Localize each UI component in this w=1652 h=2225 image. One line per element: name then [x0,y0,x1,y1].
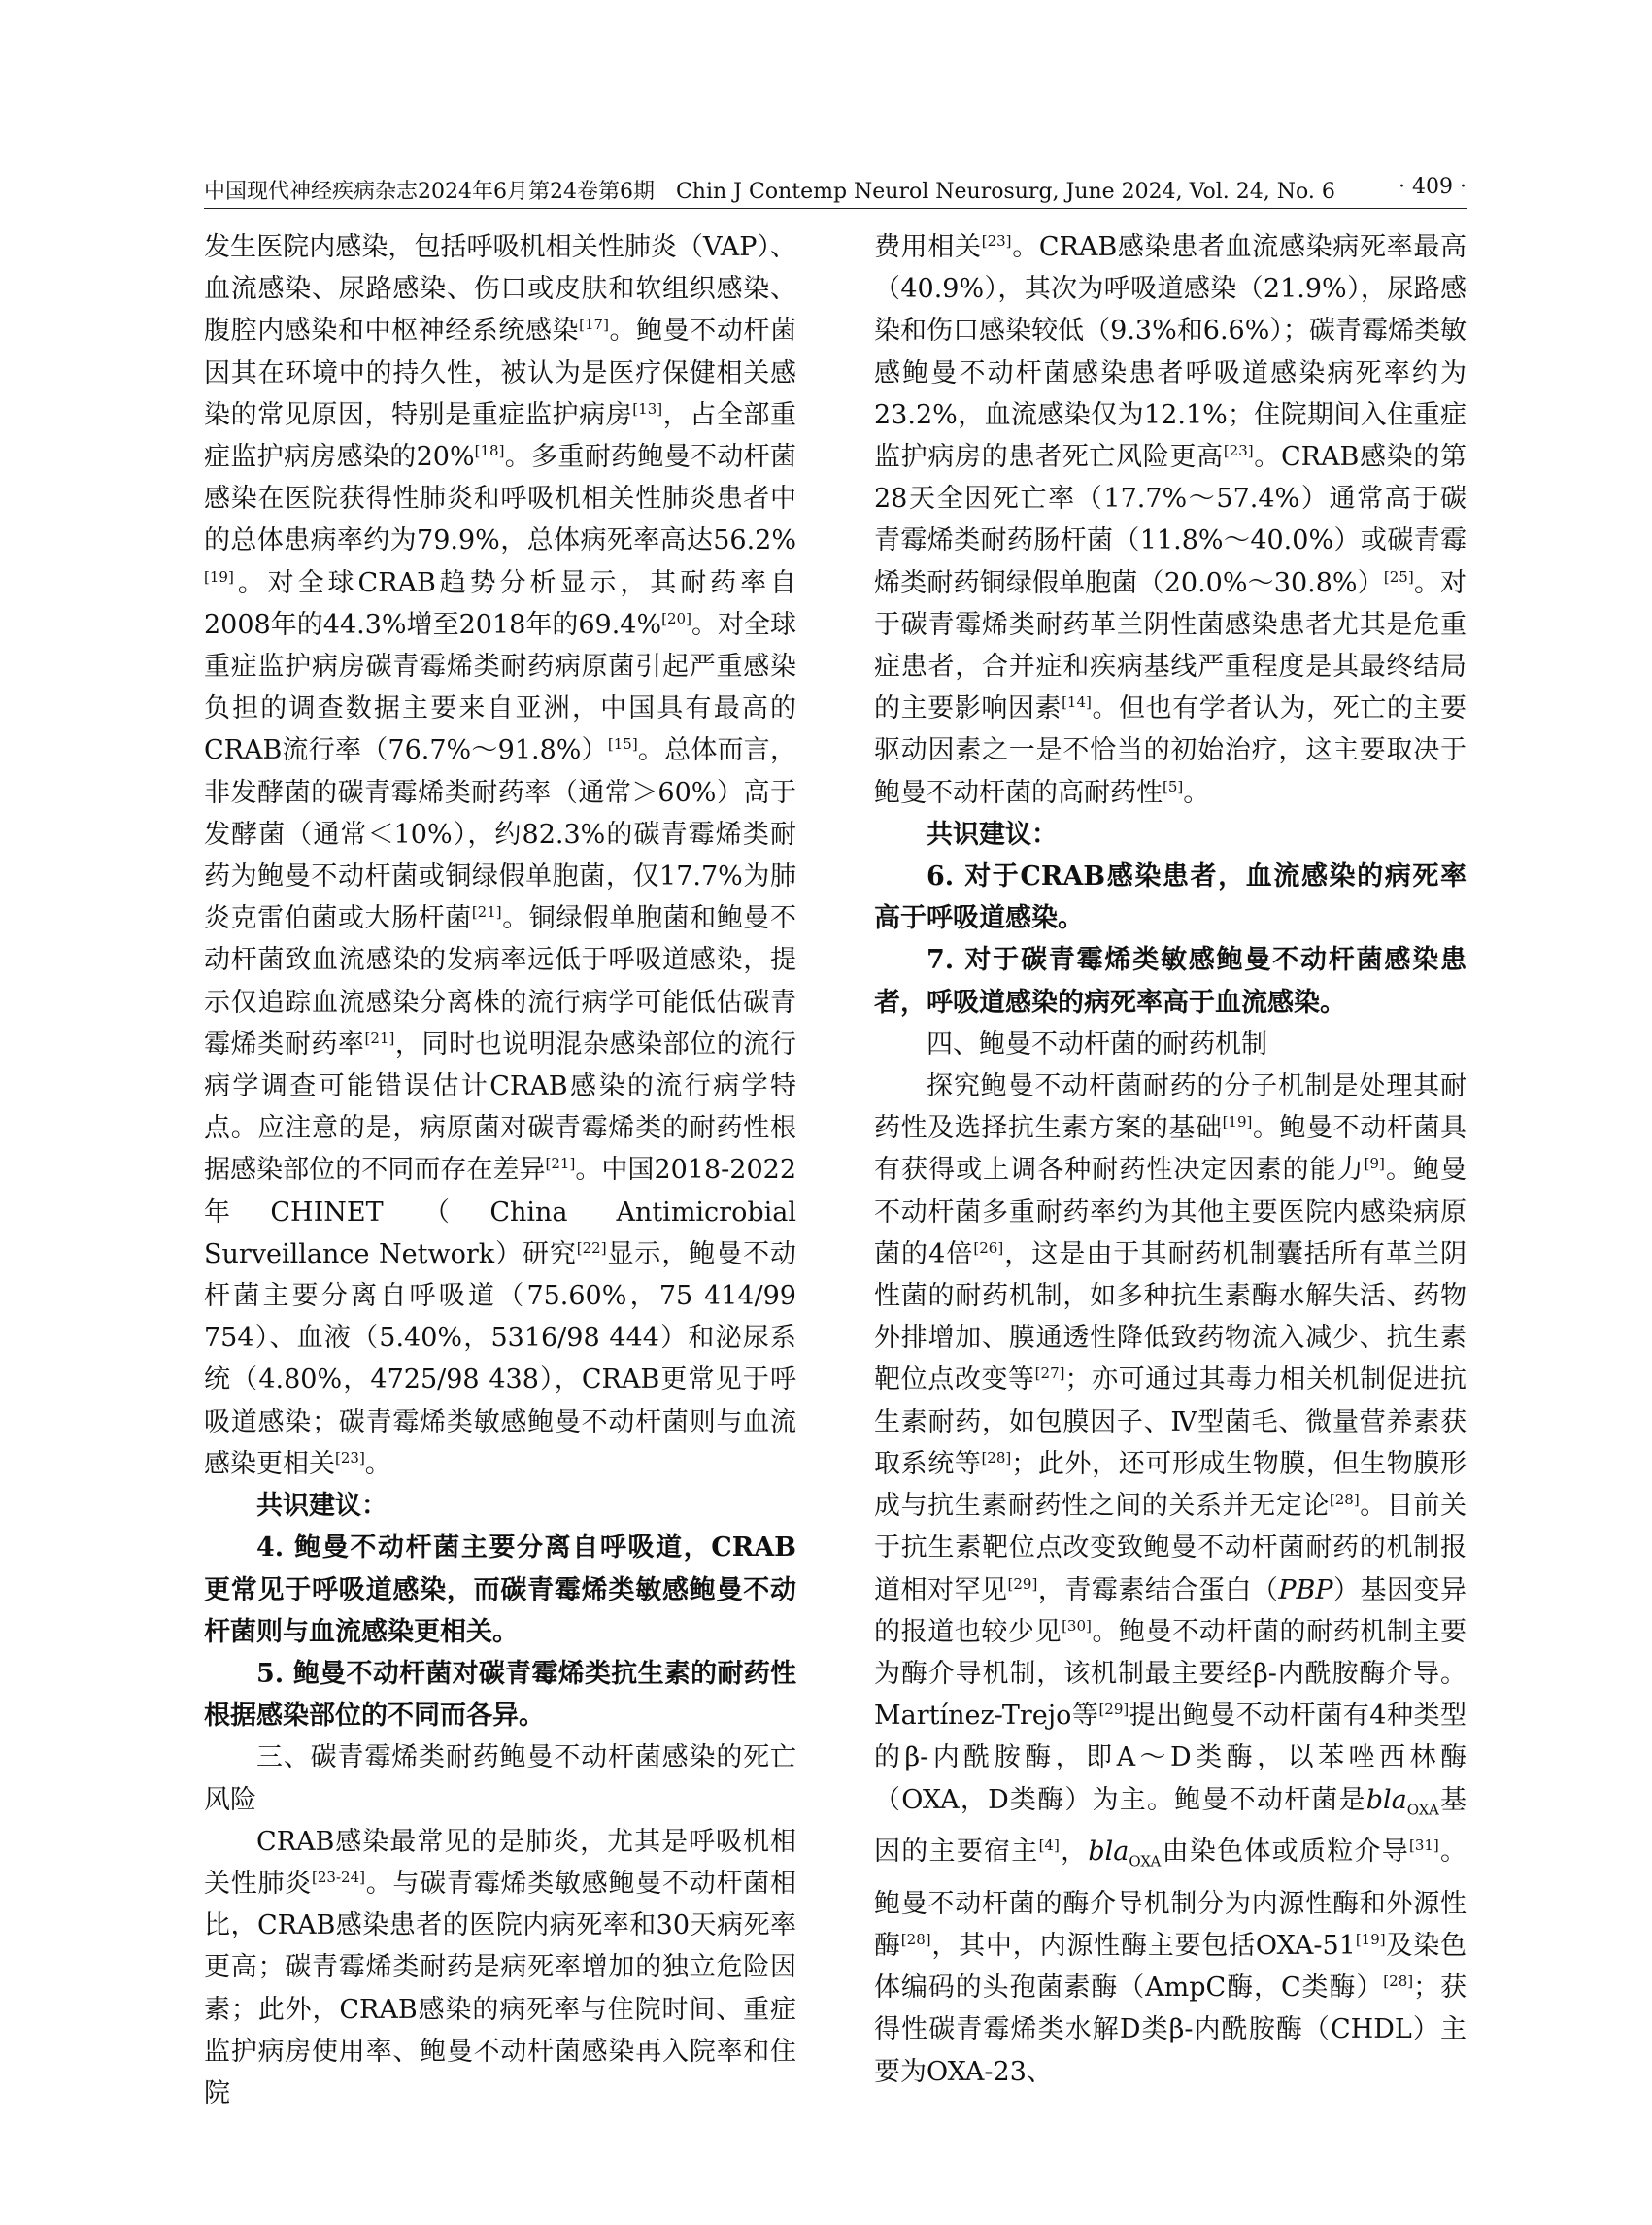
consensus-item-5: 5. 鲍曼不动杆菌对碳青霉烯类抗生素的耐药性根据感染部位的不同而各异。 [204,1658,796,1732]
section-heading-4: 四、鲍曼不动杆菌的耐药机制 [927,1028,1267,1060]
right-column [874,226,1467,2178]
left-paragraph-1: 发生医院内感染，包括呼吸机相关性肺炎（VAP）、血流感染、尿路感染、伤口或皮肤和软组织感染、腹腔内感染和中枢神经系统感染[17]。鲍曼不动杆菌因其在环境中的持久性，被认为是医疗保健相关感染的常见原因，特别是重症监护病房[13]，占全部重症监护病房感染的20%[18]。多重耐药鲍曼不动杆菌感染在医院获得性肺炎和呼吸机相关性肺炎患者中的总体患病率约为79.9%，总体病死率高达56.2%[19]。对全球CRAB趋势分析显示，其耐药率自2008年的44.3%增至2018年的69.4%[20]。对全球重症监护病房碳青霉烯类耐药病原菌引起严重感染负担的调查数据主要来自亚洲，中国具有最高的CRAB流行率（76.7%～91.8%）[15]。总体而言，非发酵菌的碳青霉烯类耐药率（通常＞60%）高于发酵菌（通常＜10%），约82.3%的碳青霉烯类耐药为鲍曼不动杆菌或铜绿假单胞菌，仅17.7%为肺炎克雷伯菌或大肠杆菌[21]。铜绿假单胞菌和鲍曼不动杆菌致血流感染的发病率远低于呼吸道感染，提示仅追踪血流感染分离株的流行病学可能低估碳青霉烯类耐药率[21]，同时也说明混杂感染部位的流行病学调查可能错误估计CRAB感染的流行病学特点。应注意的是，病原菌对碳青霉烯类的耐药性根据感染部位的不同而存在差异[21]。中国2018-2022年CHINET（China Antimicrobial Surveillance Network）研究[22]显示，鲍曼不动杆菌主要分离自呼吸道（75.60%，75 414/99 754）、血液（5.40%，5316/98 444）和泌尿系统（4.80%，4725/98 438），CRAB更常见于呼吸道感染；碳青霉烯类敏感鲍曼不动杆菌则与血流感染更相关[23]。 [204,232,796,1479]
consensus-title: 共识建议： [256,1491,388,1522]
consensus-item-7: 7. 对于碳青霉烯类敏感鲍曼不动杆菌感染患者，呼吸道感染的病死率高于血流感染。 [874,945,1467,1018]
consensus-item-4: 4. 鲍曼不动杆菌主要分离自呼吸道，CRAB更常见于呼吸道感染，而碳青霉烯类敏感鲍曼不动杆菌则与血流感染更相关。 [204,1533,796,1647]
consensus-title: 共识建议： [927,819,1058,850]
section-heading-3: 三、碳青霉烯类耐药鲍曼不动杆菌感染的死亡风险 [204,1742,796,1815]
page-number: · 409 · [1399,175,1467,199]
header-rule [204,208,1467,209]
left-paragraph-2: CRAB感染最常见的是肺炎，尤其是呼吸机相关性肺炎[23-24]。与碳青霉烯类敏感鲍曼不动杆菌相比，CRAB感染患者的医院内病死率和30天病死率更高；碳青霉烯类耐药是病死率增加的独立危险因素；此外，CRAB感染的病死率与住院时间、重症监护病房使用率、鲍曼不动杆菌感染再入院率和住院 [204,1826,796,2108]
right-paragraph-1: 费用相关[23]。CRAB感染患者血流感染病死率最高（40.9%），其次为呼吸道感染（21.9%），尿路感染和伤口感染较低（9.3%和6.6%）；碳青霉烯类敏感鲍曼不动杆菌感染患者呼吸道感染病死率约为23.2%，血流感染仅为12.1%；住院期间入住重症监护病房的患者死亡风险更高[23]。CRAB感染的第28天全因死亡率（17.7%～57.4%）通常高于碳青霉烯类耐药肠杆菌（11.8%～40.0%）或碳青霉烯类耐药铜绿假单胞菌（20.0%～30.8%）[25]。对于碳青霉烯类耐药革兰阴性菌感染患者尤其是危重症患者，合并症和疾病基线严重程度是其最终结局的主要影响因素[14]。但也有学者认为，死亡的主要驱动因素之一是不恰当的初始治疗，这主要取决于鲍曼不动杆菌的高耐药性[5]。 [874,232,1467,808]
consensus-item-6: 6. 对于CRAB感染患者，血流感染的病死率高于呼吸道感染。 [874,861,1467,934]
running-header [204,175,1467,208]
left-column [204,226,796,2178]
right-paragraph-2: 探究鲍曼不动杆菌耐药的分子机制是处理其耐药性及选择抗生素方案的基础[19]。鲍曼不动杆菌具有获得或上调各种耐药性决定因素的能力[9]。鲍曼不动杆菌多重耐药率约为其他主要医院内感染病原菌的4倍[26]，这是由于其耐药机制囊括所有革兰阴性菌的耐药机制，如多种抗生素酶水解失活、药物外排增加、膜通透性降低致药物流入减少、抗生素靶位点改变等[27]；亦可通过其毒力相关机制促进抗生素耐药，如包膜因子、Ⅳ型菌毛、微量营养素获取系统等[28]；此外，还可形成生物膜，但生物膜形成与抗生素耐药性之间的关系并无定论[28]。目前关于抗生素靶位点改变致鲍曼不动杆菌耐药的机制报道相对罕见[29]，青霉素结合蛋白（PBP）基因变异的报道也较少见[30]。鲍曼不动杆菌的耐药机制主要为酶介导机制，该机制最主要经β-内酰胺酶介导。Martínez-Trejo等[29]提出鲍曼不动杆菌有4种类型的β-内酰胺酶，即A～D类酶，以苯唑西林酶（OXA，D类酶）为主。鲍曼不动杆菌是bla$_{OXA}$基因的主要宿主[4]，bla$_{OXA}$由染色体或质粒介导[31]。鲍曼不动杆菌的酶介导机制分为内源性酶和外源性酶[28]，其中，内源性酶主要包括OXA-51[19]及染色体编码的头孢菌素酶（AmpC酶，C类酶）[28]；获得性碳青霉烯类水解D类β-内酰胺酶（CHDL）主要为OXA-23、 [874,1071,1467,2087]
journal-citation: 中国现代神经疾病杂志2024年6月第24卷第6期 Chin J Contemp Neurol Neurosurg, June 2024, Vol. 24, No. 6 [204,180,1335,204]
